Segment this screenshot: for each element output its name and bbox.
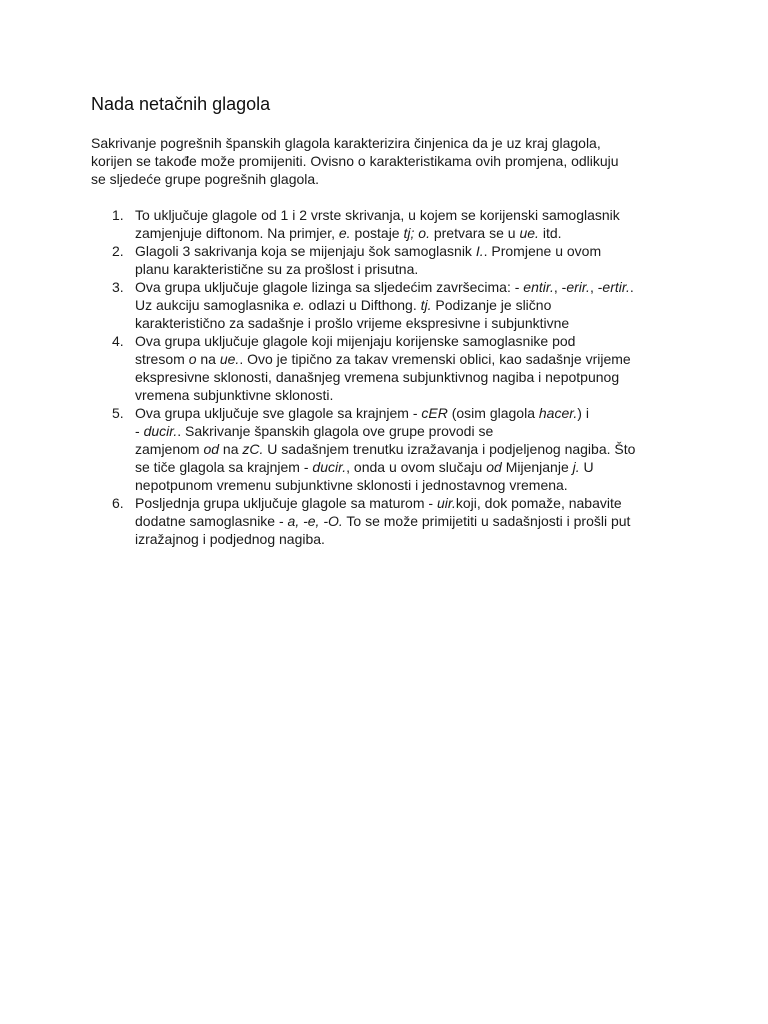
list-line: planu karakteristične su za prošlost i prisutna. [135, 261, 419, 277]
italic-text: cER [421, 405, 448, 421]
list-item-3 [0, 278, 768, 332]
text-run: Glagoli 3 sakrivanja koja se mijenjaju šok samoglasnik [135, 243, 476, 259]
list-number: 4. [112, 333, 124, 349]
list-number: 2. [112, 243, 124, 259]
list-line: To uključuje glagole od 1 i 2 vrste skrivanja, u kojem se korijenski samoglasnik [135, 207, 620, 223]
text-run: dodatne samoglasnike - [135, 513, 288, 529]
verb-group-list [0, 206, 768, 548]
text-run: pretvara se u [429, 225, 520, 241]
list-line: ekspresivne sklonosti, današnjeg vremena subjunktivnog nagiba i nepotpunog [135, 369, 620, 385]
text-run: stresom [135, 351, 189, 367]
list-line [135, 404, 768, 422]
text-run: Ova grupa uključuje glagole lizinga sa sljedećim završecima: - [135, 279, 524, 295]
text-run: , onda u ovom slučaju [346, 459, 487, 475]
text-run: ) i [577, 405, 589, 421]
intro-paragraph [91, 134, 691, 188]
italic-text: I. [475, 243, 484, 259]
list-line [135, 494, 768, 512]
list-line [135, 422, 768, 440]
italic-text: ue. [519, 225, 539, 241]
italic-text: od [203, 441, 220, 457]
list-item-1 [0, 206, 768, 242]
text-run: Posljednja grupa uključuje glagole sa maturom - [135, 495, 437, 511]
text-run: Mijenjanje [501, 459, 573, 475]
list-line [135, 458, 768, 476]
list-line [135, 242, 768, 260]
text-run: itd. [538, 225, 562, 241]
text-run: zamjenjuje diftonom. Na primjer, [135, 225, 339, 241]
italic-text: j. [572, 459, 580, 475]
italic-text: e. [338, 225, 351, 241]
italic-text: tj. [420, 297, 432, 313]
text-run: To se može primijetiti u sadašnjosti i prošli put [342, 513, 631, 529]
text-run: . [629, 279, 634, 295]
italic-text: o [188, 351, 197, 367]
italic-text: e. [292, 297, 305, 313]
list-number: 6. [112, 495, 124, 511]
text-run: se tiče glagola sa krajnjem - [135, 459, 313, 475]
text-run: - [135, 423, 144, 439]
italic-text: od [486, 459, 502, 475]
text-run: na [219, 441, 243, 457]
text-run: postaje [350, 225, 404, 241]
text-run: zamjenom [135, 441, 204, 457]
list-number: 3. [112, 279, 124, 295]
text-run: . Promjene u ovom [483, 243, 602, 259]
text-run: , - [553, 279, 567, 295]
text-run: Ova grupa uključuje sve glagole sa krajnjem - [135, 405, 422, 421]
list-item-6 [0, 494, 768, 548]
list-line [135, 224, 768, 242]
italic-text: uir. [436, 495, 456, 511]
list-line [135, 440, 768, 458]
text-run: . Ovo je tipično za takav vremenski oblici, kao sadašnje vrijeme [239, 351, 631, 367]
intro-line-1: Sakrivanje pogrešnih španskih glagola karakterizira činjenica da je uz kraj glagola, [91, 135, 601, 151]
intro-line-2: korijen se takođe može promijeniti. Ovisno o karakteristikama ovih promjena, odlikuju [91, 153, 619, 169]
list-line: Ova grupa uključuje glagole koji mijenjaju korijenske samoglasnike pod [135, 333, 576, 349]
list-line: vremena subjunktivne sklonosti. [135, 387, 334, 403]
list-item-2 [0, 242, 768, 278]
text-run: (osim glagola [447, 405, 539, 421]
text-run: Uz aukciju samoglasnika [135, 297, 293, 313]
list-item-5 [0, 404, 768, 494]
italic-text: ducir. [312, 459, 347, 475]
list-line: izražajnog i podjednog nagiba. [135, 531, 325, 547]
document-title: Nada netačnih glagola [91, 94, 271, 114]
list-line [135, 278, 768, 296]
intro-line-3: se sljedeće grupe pogrešnih glagola. [91, 171, 320, 187]
italic-text: entir. [523, 279, 554, 295]
list-line [135, 296, 768, 314]
text-run: odlazi u Difthong. [304, 297, 421, 313]
italic-text: tj; o. [403, 225, 430, 241]
text-run: U [579, 459, 594, 475]
text-run: U sadašnjem trenutku izražavanja i podjeljenog nagiba. Što [263, 441, 636, 457]
italic-text: zC. [242, 441, 264, 457]
italic-text: hacer. [538, 405, 578, 421]
list-line: karakteristično za sadašnje i prošlo vrijeme ekspresivne i subjunktivne [135, 315, 570, 331]
italic-text: ue. [219, 351, 240, 367]
list-item-4 [0, 332, 768, 404]
list-number: 1. [112, 207, 124, 223]
text-run: Podizanje je slično [431, 297, 552, 313]
italic-text: ducir. [143, 423, 178, 439]
list-line: nepotpunom vremenu subjunktivne sklonosti i jednostavnog vremena. [135, 477, 568, 493]
text-run: koji, dok pomaže, nabavite [455, 495, 622, 511]
list-line [135, 350, 768, 368]
italic-text: a, -e, -O. [287, 513, 343, 529]
text-run: na [196, 351, 220, 367]
list-line [135, 512, 768, 530]
italic-text: ertir. [602, 279, 630, 295]
text-run: . Sakrivanje španskih glagola ove grupe provodi se [177, 423, 494, 439]
text-run: , - [589, 279, 603, 295]
list-number: 5. [112, 405, 124, 421]
italic-text: erir. [566, 279, 590, 295]
